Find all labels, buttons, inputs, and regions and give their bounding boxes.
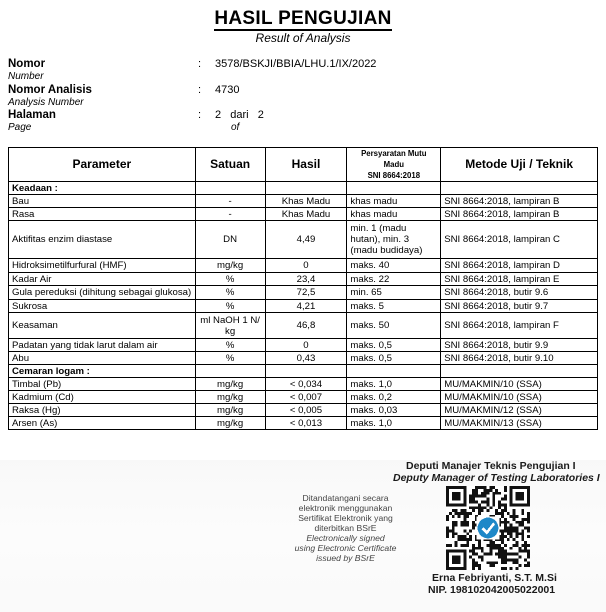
- electronic-signature-note: Ditandatangani secara elektronik menggunakan Sertifikat Elektronik yang diterbitkan BSrE Electronically signed using Electronic Certificate issued by BSrE: [294, 493, 397, 563]
- cell-hasil: 4,21: [265, 300, 347, 313]
- cell-hasil: 4,49: [265, 221, 347, 259]
- meta-label: Nomor Analisis: [8, 84, 92, 96]
- cell-metode: SNI 8664:2018, lampiran B: [441, 195, 598, 208]
- cell-metode: MU/MAKMIN/12 (SSA): [441, 404, 598, 417]
- header-metode: Metode Uji / Teknik: [441, 148, 598, 182]
- signer-position: Deputi Manajer Teknis Pengujian I: [406, 460, 576, 472]
- table-section-row: [9, 365, 598, 378]
- cell-syarat: maks. 1,0: [347, 417, 441, 430]
- meta-value: 2 dari 2: [215, 109, 264, 121]
- signer-nip: NIP. 198102042005022001: [428, 584, 556, 596]
- table-row: [9, 313, 598, 339]
- table-row: [9, 208, 598, 221]
- cell-syarat: maks. 50: [347, 313, 441, 339]
- cell-hasil: Khas Madu: [265, 208, 347, 221]
- header-hasil: Hasil: [265, 148, 347, 182]
- cell-hasil: 23,4: [265, 273, 347, 286]
- cell-satuan: %: [195, 352, 265, 365]
- cell-hasil: 0: [265, 259, 347, 273]
- cell-hasil: < 0,034: [265, 378, 347, 391]
- meta-colon: :: [198, 84, 202, 96]
- cell-metode: SNI 8664:2018, butir 9.7: [441, 300, 598, 313]
- cell-hasil: < 0,013: [265, 417, 347, 430]
- cell-satuan: %: [195, 286, 265, 300]
- header-satuan: Satuan: [195, 148, 265, 182]
- cell-satuan: %: [195, 339, 265, 352]
- cell-syarat: maks. 40: [347, 259, 441, 273]
- signer-name: Erna Febriyanti, S.T. M.Si: [432, 572, 557, 584]
- cell-hasil: 72,5: [265, 286, 347, 300]
- header-parameter: Parameter: [9, 148, 196, 182]
- meta-label-en: Page: [8, 122, 32, 133]
- signature-block: [0, 460, 606, 612]
- empty-cell: [265, 365, 347, 378]
- meta-value-en: of: [231, 122, 240, 133]
- cell-metode: SNI 8664:2018, butir 9.6: [441, 286, 598, 300]
- cell-satuan: mg/kg: [195, 404, 265, 417]
- section-label: Cemaran logam :: [9, 365, 196, 378]
- meta-value: 3578/BSKJI/BBIA/LHU.1/IX/2022: [215, 58, 377, 70]
- cell-parameter: Abu: [9, 352, 196, 365]
- cell-satuan: -: [195, 208, 265, 221]
- empty-cell: [195, 182, 265, 195]
- cell-syarat: maks. 0,5: [347, 339, 441, 352]
- signer-position-en: Deputy Manager of Testing Laboratories I: [393, 472, 600, 484]
- cell-parameter: Gula pereduksi (dihitung sebagai glukosa): [9, 286, 196, 300]
- table-row: [9, 391, 598, 404]
- cell-syarat: maks. 5: [347, 300, 441, 313]
- section-label: Keadaan :: [9, 182, 196, 195]
- cell-parameter: Rasa: [9, 208, 196, 221]
- qr-logo-icon: [476, 516, 499, 539]
- table-row: [9, 378, 598, 391]
- meta-label-en: Analysis Number: [8, 97, 84, 108]
- table-row: [9, 273, 598, 286]
- cell-hasil: 0,43: [265, 352, 347, 365]
- cell-parameter: Timbal (Pb): [9, 378, 196, 391]
- table-row: [9, 300, 598, 313]
- empty-cell: [441, 182, 598, 195]
- cell-hasil: < 0,005: [265, 404, 347, 417]
- cell-metode: SNI 8664:2018, lampiran C: [441, 221, 598, 259]
- cell-syarat: khas madu: [347, 195, 441, 208]
- cell-satuan: mg/kg: [195, 378, 265, 391]
- cell-syarat: khas madu: [347, 208, 441, 221]
- results-table: [8, 147, 598, 430]
- table-row: [9, 339, 598, 352]
- meta-value: 4730: [215, 84, 240, 96]
- table-section-row: [9, 182, 598, 195]
- document-subtitle: Result of Analysis: [255, 31, 351, 45]
- cell-metode: MU/MAKMIN/10 (SSA): [441, 391, 598, 404]
- cell-syarat: maks. 0,03: [347, 404, 441, 417]
- cell-parameter: Sukrosa: [9, 300, 196, 313]
- cell-parameter: Kadar Air: [9, 273, 196, 286]
- cell-hasil: 46,8: [265, 313, 347, 339]
- cell-metode: MU/MAKMIN/13 (SSA): [441, 417, 598, 430]
- table-header-row: [9, 148, 598, 182]
- table-row: [9, 195, 598, 208]
- cell-hasil: Khas Madu: [265, 195, 347, 208]
- cell-metode: SNI 8664:2018, butir 9.10: [441, 352, 598, 365]
- meta-label: Nomor: [8, 58, 46, 70]
- empty-cell: [441, 365, 598, 378]
- cell-metode: SNI 8664:2018, lampiran D: [441, 259, 598, 273]
- cell-hasil: < 0,007: [265, 391, 347, 404]
- cell-parameter: Aktifitas enzim diastase: [9, 221, 196, 259]
- empty-cell: [347, 182, 441, 195]
- cell-satuan: %: [195, 300, 265, 313]
- cell-syarat: min. 65: [347, 286, 441, 300]
- cell-metode: SNI 8664:2018, lampiran F: [441, 313, 598, 339]
- cell-satuan: mg/kg: [195, 417, 265, 430]
- cell-parameter: Bau: [9, 195, 196, 208]
- empty-cell: [347, 365, 441, 378]
- table-row: [9, 286, 598, 300]
- cell-parameter: Raksa (Hg): [9, 404, 196, 417]
- cell-metode: MU/MAKMIN/10 (SSA): [441, 378, 598, 391]
- cell-satuan: ml NaOH 1 N/ kg: [195, 313, 265, 339]
- header-persyaratan: Persyaratan Mutu Madu SNI 8664:2018: [347, 148, 441, 182]
- cell-parameter: Padatan yang tidak larut dalam air: [9, 339, 196, 352]
- meta-colon: :: [198, 58, 202, 70]
- cell-satuan: -: [195, 195, 265, 208]
- cell-metode: SNI 8664:2018, butir 9.9: [441, 339, 598, 352]
- cell-syarat: maks. 0,2: [347, 391, 441, 404]
- cell-parameter: Keasaman: [9, 313, 196, 339]
- table-row: [9, 417, 598, 430]
- cell-parameter: Kadmium (Cd): [9, 391, 196, 404]
- cell-metode: SNI 8664:2018, lampiran B: [441, 208, 598, 221]
- cell-syarat: maks. 1,0: [347, 378, 441, 391]
- meta-label-en: Number: [8, 71, 44, 82]
- cell-parameter: Arsen (As): [9, 417, 196, 430]
- cell-syarat: min. 1 (madu hutan), min. 3 (madu budidaya): [347, 221, 441, 259]
- cell-satuan: DN: [195, 221, 265, 259]
- cell-syarat: maks. 22: [347, 273, 441, 286]
- cell-metode: SNI 8664:2018, lampiran E: [441, 273, 598, 286]
- meta-colon: :: [198, 109, 202, 121]
- cell-satuan: mg/kg: [195, 259, 265, 273]
- empty-cell: [265, 182, 347, 195]
- meta-label: Halaman: [8, 109, 56, 121]
- empty-cell: [195, 365, 265, 378]
- table-row: [9, 404, 598, 417]
- cell-hasil: 0: [265, 339, 347, 352]
- cell-parameter: Hidroksimetilfurfural (HMF): [9, 259, 196, 273]
- qr-code-icon: [444, 486, 532, 570]
- cell-satuan: mg/kg: [195, 391, 265, 404]
- table-row: [9, 352, 598, 365]
- table-row: [9, 259, 598, 273]
- cell-satuan: %: [195, 273, 265, 286]
- document-title: HASIL PENGUJIAN: [214, 8, 392, 29]
- cell-syarat: maks. 0,5: [347, 352, 441, 365]
- table-row: [9, 221, 598, 259]
